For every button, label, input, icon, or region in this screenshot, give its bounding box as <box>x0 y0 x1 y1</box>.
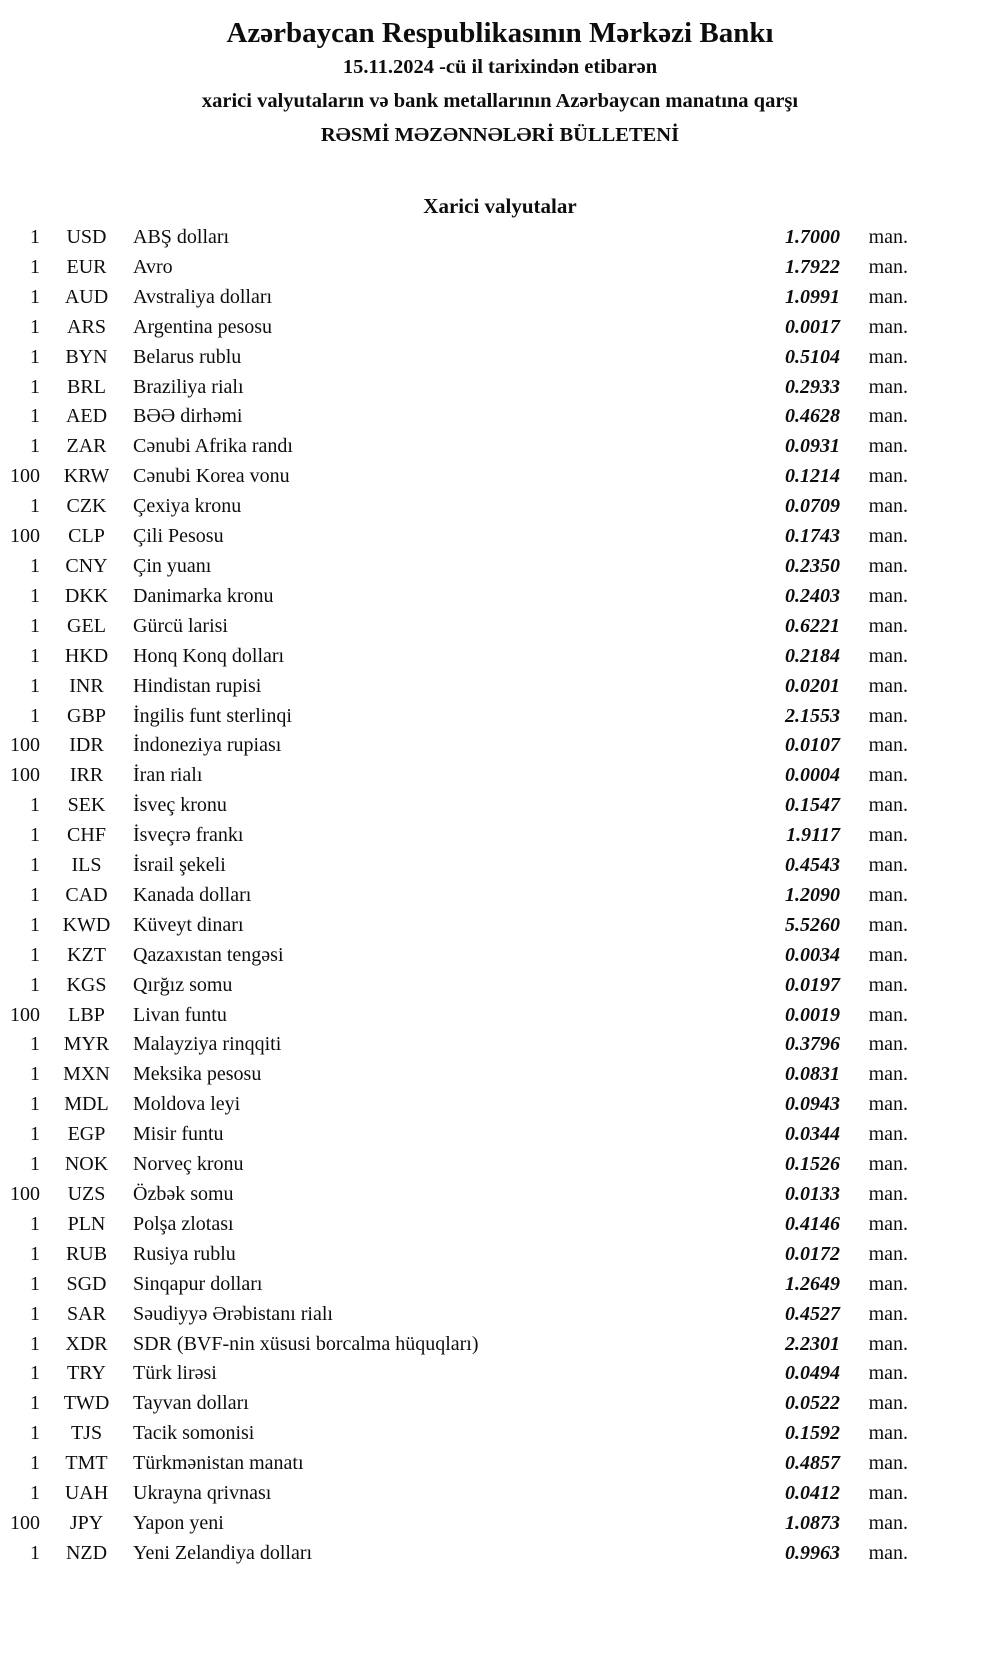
rate-qty: 1 <box>30 1063 40 1086</box>
rate-code: ZAR <box>66 435 107 458</box>
rate-name: İngilis funt sterlinqi <box>133 704 292 727</box>
rate-qty: 1 <box>30 1153 40 1176</box>
rate-row <box>8 283 908 313</box>
rate-name: İsrail şekeli <box>133 854 226 877</box>
rate-qty: 100 <box>10 764 40 787</box>
rate-value: 2.1553 <box>785 704 840 727</box>
rate-code: LBP <box>68 1003 105 1026</box>
rate-code: BRL <box>67 375 106 398</box>
rate-name: Özbək somu <box>133 1183 234 1205</box>
rate-code: KGS <box>66 973 107 996</box>
rate-code: BYN <box>65 345 108 368</box>
rate-unit: man. <box>868 674 908 697</box>
rate-unit: man. <box>868 1033 908 1056</box>
rate-row <box>8 1030 908 1060</box>
rate-code: KRW <box>63 465 110 488</box>
rate-name: Gürcü larisi <box>133 614 228 637</box>
rate-row <box>8 432 908 462</box>
rate-unit: man. <box>868 375 908 398</box>
rate-unit: man. <box>868 614 908 637</box>
rate-value: 0.1526 <box>785 1153 840 1176</box>
rate-value: 0.0344 <box>785 1123 840 1146</box>
rate-code: NZD <box>65 1541 108 1564</box>
rate-unit: man. <box>868 704 908 727</box>
rate-name: BƏƏ dirhəmi <box>133 405 243 428</box>
rate-code: INR <box>69 674 104 697</box>
rate-value: 0.0709 <box>785 495 840 518</box>
rate-row <box>8 373 908 403</box>
rate-qty: 1 <box>30 1362 40 1385</box>
rate-qty: 100 <box>10 1003 40 1026</box>
rate-value: 0.4628 <box>785 405 840 428</box>
rate-name: Meksika pesosu <box>133 1063 262 1086</box>
rate-code: SEK <box>67 794 106 817</box>
rate-value: 0.2184 <box>785 644 840 667</box>
rate-qty: 100 <box>10 525 40 548</box>
rate-qty: 1 <box>30 1392 40 1415</box>
rate-row <box>8 253 908 283</box>
rate-value: 0.5104 <box>785 345 840 368</box>
rate-row <box>8 1330 908 1360</box>
rate-code: GBP <box>67 704 106 727</box>
rate-unit: man. <box>868 943 908 966</box>
rate-value: 0.4146 <box>785 1212 840 1235</box>
rate-name: Küveyt dinarı <box>133 913 244 936</box>
rate-code: UZS <box>67 1183 106 1205</box>
rate-unit: man. <box>868 1452 908 1475</box>
rate-qty: 100 <box>10 1511 40 1534</box>
rate-unit: man. <box>868 734 908 757</box>
rate-name: Norveç kronu <box>133 1153 244 1176</box>
rate-code: DKK <box>64 584 109 607</box>
bank-title: Azərbaycan Respublikasının Mərkəzi Bankı <box>226 17 774 49</box>
rate-value: 1.0873 <box>785 1511 840 1534</box>
rate-code: JPY <box>69 1511 104 1534</box>
section-title: Xarici valyutalar <box>423 194 577 218</box>
rate-row <box>8 1001 908 1031</box>
rate-code: UAH <box>64 1482 109 1505</box>
rate-value: 1.2090 <box>785 883 840 906</box>
rate-value: 0.1214 <box>785 465 840 488</box>
rate-qty: 1 <box>30 1212 40 1235</box>
rate-name: SDR (BVF-nin xüsusi borcalma hüquqları) <box>133 1332 479 1355</box>
rate-row <box>8 1210 908 1240</box>
rate-name: Çin yuanı <box>133 554 212 577</box>
rate-value: 0.0494 <box>785 1362 840 1385</box>
rate-name: İndoneziya rupiası <box>133 734 282 757</box>
rate-row <box>8 821 908 851</box>
rate-qty: 1 <box>30 1482 40 1505</box>
rate-qty: 1 <box>30 1272 40 1295</box>
rate-unit: man. <box>868 495 908 518</box>
rate-name: Türkmənistan manatı <box>133 1452 304 1475</box>
rate-row <box>8 1180 908 1210</box>
rate-value: 0.0931 <box>785 435 840 458</box>
rate-qty: 1 <box>30 285 40 308</box>
rate-qty: 100 <box>10 1183 40 1205</box>
rate-row <box>8 881 908 911</box>
rate-row <box>8 1389 908 1419</box>
rate-row <box>8 1150 908 1180</box>
rate-row <box>8 1090 908 1120</box>
rate-value: 0.0201 <box>785 674 840 697</box>
rate-value: 0.0004 <box>785 764 840 787</box>
rate-qty: 1 <box>30 1541 40 1564</box>
rate-code: USD <box>66 226 107 248</box>
rate-name: Kanada dolları <box>133 883 252 906</box>
rate-code: HKD <box>64 644 109 667</box>
subtitle-line: xarici valyutaların və bank metallarının Azərbaycan manatına qarşı <box>201 90 799 112</box>
rate-name: Yeni Zelandiya dolları <box>133 1541 313 1564</box>
rate-unit: man. <box>868 405 908 428</box>
rate-qty: 1 <box>30 1033 40 1056</box>
rate-code: KZT <box>67 943 106 966</box>
rate-row <box>8 1270 908 1300</box>
rate-code: SAR <box>67 1302 106 1325</box>
rate-name: İran rialı <box>133 764 203 787</box>
rate-code: KWD <box>62 913 111 936</box>
rate-qty: 1 <box>30 943 40 966</box>
rate-value: 0.9963 <box>785 1541 840 1564</box>
rate-code: MYR <box>63 1033 110 1056</box>
rate-qty: 1 <box>30 255 40 278</box>
rate-qty: 100 <box>10 734 40 757</box>
rate-value: 0.2403 <box>785 584 840 607</box>
rate-value: 0.0197 <box>785 973 840 996</box>
rate-unit: man. <box>868 1362 908 1385</box>
rate-code: CNY <box>65 554 108 577</box>
rate-code: TRY <box>67 1362 106 1385</box>
rate-qty: 1 <box>30 644 40 667</box>
rate-qty: 1 <box>30 704 40 727</box>
rate-value: 0.0412 <box>785 1482 840 1505</box>
rate-unit: man. <box>868 1332 908 1355</box>
rate-name: Yapon yeni <box>133 1511 224 1534</box>
rate-value: 0.0831 <box>785 1063 840 1086</box>
rate-code: TMT <box>65 1452 108 1475</box>
rate-code: TWD <box>63 1392 110 1415</box>
rate-qty: 1 <box>30 495 40 518</box>
rate-code: AUD <box>64 285 109 308</box>
rate-qty: 1 <box>30 345 40 368</box>
rate-unit: man. <box>868 435 908 458</box>
rate-qty: 1 <box>30 1422 40 1445</box>
rate-name: ABŞ dolları <box>133 226 230 248</box>
rate-unit: man. <box>868 525 908 548</box>
rate-qty: 1 <box>30 854 40 877</box>
rate-unit: man. <box>868 1183 908 1205</box>
rate-qty: 1 <box>30 226 40 248</box>
rate-row <box>8 492 908 522</box>
rate-row <box>8 672 908 702</box>
rate-unit: man. <box>868 794 908 817</box>
rate-value: 1.0991 <box>785 285 840 308</box>
rate-value: 0.1592 <box>785 1422 840 1445</box>
rate-code: MDL <box>64 1093 109 1116</box>
rate-unit: man. <box>868 1302 908 1325</box>
rate-name: Braziliya rialı <box>133 375 244 398</box>
rate-row <box>8 971 908 1001</box>
rate-unit: man. <box>868 226 908 248</box>
rate-name: Cənubi Korea vonu <box>133 465 290 488</box>
rate-code: EUR <box>66 255 107 278</box>
rate-code: CLP <box>68 525 105 548</box>
rate-name: Belarus rublu <box>133 345 242 368</box>
rate-unit: man. <box>868 315 908 338</box>
rate-row <box>8 1539 908 1569</box>
rate-name: Avro <box>133 255 173 278</box>
rate-row <box>8 1419 908 1449</box>
rate-value: 1.7922 <box>785 255 840 278</box>
rate-value: 0.0017 <box>785 315 840 338</box>
rate-unit: man. <box>868 913 908 936</box>
rate-unit: man. <box>868 1392 908 1415</box>
rate-qty: 1 <box>30 435 40 458</box>
rate-row <box>8 402 908 432</box>
rate-qty: 1 <box>30 405 40 428</box>
rate-row <box>8 1120 908 1150</box>
rate-code: IDR <box>69 734 104 757</box>
rate-value: 0.0107 <box>785 734 840 757</box>
rate-row <box>8 791 908 821</box>
rate-qty: 1 <box>30 913 40 936</box>
rate-code: XDR <box>65 1332 108 1355</box>
rate-qty: 1 <box>30 824 40 847</box>
rate-unit: man. <box>868 1212 908 1235</box>
rate-name: Hindistan rupisi <box>133 674 262 697</box>
rate-unit: man. <box>868 1272 908 1295</box>
rate-name: Qırğız somu <box>133 973 233 996</box>
rate-name: Sinqapur dolları <box>133 1272 263 1295</box>
rate-row <box>8 1449 908 1479</box>
rate-name: Çexiya kronu <box>133 495 242 518</box>
rate-qty: 1 <box>30 1332 40 1355</box>
rate-qty: 1 <box>30 1302 40 1325</box>
rate-name: Moldova leyi <box>133 1093 241 1116</box>
rate-name: Tacik somonisi <box>133 1422 255 1445</box>
rate-unit: man. <box>868 1003 908 1026</box>
rate-value: 0.2933 <box>785 375 840 398</box>
rate-name: Rusiya rublu <box>133 1242 236 1265</box>
rate-row <box>8 1479 908 1509</box>
rate-value: 0.4857 <box>785 1452 840 1475</box>
rate-value: 0.6221 <box>785 614 840 637</box>
rate-row <box>8 522 908 552</box>
rate-name: Qazaxıstan tengəsi <box>133 943 284 966</box>
rate-code: SGD <box>66 1272 107 1295</box>
rate-qty: 1 <box>30 584 40 607</box>
rate-unit: man. <box>868 554 908 577</box>
rate-row <box>8 642 908 672</box>
rate-name: Tayvan dolları <box>133 1392 249 1415</box>
rate-qty: 1 <box>30 1242 40 1265</box>
rate-row <box>8 1240 908 1270</box>
rate-value: 0.0172 <box>785 1242 840 1265</box>
rate-row <box>8 851 908 881</box>
rate-name: Malayziya rinqqiti <box>133 1033 282 1056</box>
rate-value: 2.2301 <box>785 1332 840 1355</box>
rate-value: 0.2350 <box>785 554 840 577</box>
rate-unit: man. <box>868 1123 908 1146</box>
rates-table-body <box>8 223 908 1569</box>
rate-row <box>8 552 908 582</box>
rate-row <box>8 462 908 492</box>
rate-code: AED <box>65 405 108 428</box>
rate-name: Danimarka kronu <box>133 584 274 607</box>
rate-row <box>8 313 908 343</box>
bulletin-title-line: RƏSMİ MƏZƏNNƏLƏRİ BÜLLETENİ <box>320 124 680 146</box>
rate-value: 1.9117 <box>786 824 840 847</box>
rate-value: 1.2649 <box>785 1272 840 1295</box>
rate-name: Cənubi Afrika randı <box>133 435 293 458</box>
rate-value: 0.0133 <box>785 1183 840 1205</box>
rate-code: ARS <box>67 315 106 338</box>
rate-value: 0.0034 <box>785 943 840 966</box>
rate-qty: 1 <box>30 315 40 338</box>
rate-unit: man. <box>868 584 908 607</box>
rate-code: CHF <box>67 824 106 847</box>
rate-name: Polşa zlotası <box>133 1212 234 1235</box>
rate-qty: 100 <box>10 465 40 488</box>
rate-unit: man. <box>868 883 908 906</box>
rate-value: 0.0522 <box>785 1392 840 1415</box>
bulletin-header <box>0 16 1000 152</box>
rate-code: PLN <box>67 1212 106 1235</box>
rate-code: CZK <box>66 495 107 518</box>
rate-qty: 1 <box>30 973 40 996</box>
rate-unit: man. <box>868 465 908 488</box>
rate-unit: man. <box>868 1093 908 1116</box>
rate-unit: man. <box>868 854 908 877</box>
rate-unit: man. <box>868 255 908 278</box>
rate-row <box>8 1300 908 1330</box>
rate-qty: 1 <box>30 375 40 398</box>
rate-unit: man. <box>868 824 908 847</box>
rate-unit: man. <box>868 644 908 667</box>
rate-value: 1.7000 <box>785 226 840 248</box>
rate-name: Türk lirəsi <box>133 1362 217 1385</box>
rate-row <box>8 731 908 761</box>
rate-qty: 1 <box>30 674 40 697</box>
rate-row <box>8 343 908 373</box>
rate-code: CAD <box>65 883 108 906</box>
rate-name: Livan funtu <box>133 1003 227 1026</box>
rate-qty: 1 <box>30 794 40 817</box>
rate-unit: man. <box>868 1063 908 1086</box>
rate-value: 0.3796 <box>785 1033 840 1056</box>
rate-name: Səudiyyə Ərəbistanı rialı <box>133 1302 333 1325</box>
rate-code: NOK <box>64 1153 109 1176</box>
rate-value: 0.4527 <box>785 1302 840 1325</box>
rate-row <box>8 1060 908 1090</box>
rate-row <box>8 1359 908 1389</box>
rate-row <box>8 223 908 253</box>
rate-unit: man. <box>868 1422 908 1445</box>
rate-row <box>8 761 908 791</box>
rate-value: 5.5260 <box>785 913 840 936</box>
rate-value: 0.1547 <box>785 794 840 817</box>
rate-row <box>8 1509 908 1539</box>
rate-name: İsveç kronu <box>133 794 227 817</box>
rate-name: Çili Pesosu <box>133 525 224 548</box>
rate-code: EGP <box>67 1123 106 1146</box>
rate-qty: 1 <box>30 883 40 906</box>
rate-code: RUB <box>65 1242 108 1265</box>
rate-code: TJS <box>70 1422 103 1445</box>
rate-qty: 1 <box>30 1452 40 1475</box>
rate-code: GEL <box>67 614 106 637</box>
rate-row <box>8 911 908 941</box>
rate-row <box>8 702 908 732</box>
rate-name: Argentina pesosu <box>133 315 273 338</box>
rate-qty: 1 <box>30 1123 40 1146</box>
rate-name: Ukrayna qrivnası <box>133 1482 272 1505</box>
rate-value: 0.4543 <box>785 854 840 877</box>
rate-unit: man. <box>868 285 908 308</box>
rate-code: MXN <box>63 1063 110 1086</box>
rate-name: İsveçrə frankı <box>133 824 244 847</box>
rate-unit: man. <box>868 1511 908 1534</box>
rate-name: Misir funtu <box>133 1123 224 1146</box>
rate-unit: man. <box>868 345 908 368</box>
rate-unit: man. <box>868 1242 908 1265</box>
rate-qty: 1 <box>30 1093 40 1116</box>
rate-unit: man. <box>868 1482 908 1505</box>
rate-name: Avstraliya dolları <box>133 285 273 308</box>
rate-row <box>8 612 908 642</box>
rate-unit: man. <box>868 973 908 996</box>
rate-value: 0.0019 <box>785 1003 840 1026</box>
rate-code: IRR <box>69 764 104 787</box>
rate-name: Honq Konq dolları <box>133 644 285 667</box>
rate-row <box>8 582 908 612</box>
rate-unit: man. <box>868 1153 908 1176</box>
rate-unit: man. <box>868 1541 908 1564</box>
effective-date-line: 15.11.2024 -cü il tarixindən etibarən <box>342 56 658 78</box>
rate-unit: man. <box>868 764 908 787</box>
rate-value: 0.1743 <box>785 525 840 548</box>
rate-qty: 1 <box>30 614 40 637</box>
rate-row <box>8 941 908 971</box>
rates-table <box>8 223 908 1569</box>
rate-value: 0.0943 <box>785 1093 840 1116</box>
rate-code: ILS <box>71 854 102 877</box>
rate-qty: 1 <box>30 554 40 577</box>
